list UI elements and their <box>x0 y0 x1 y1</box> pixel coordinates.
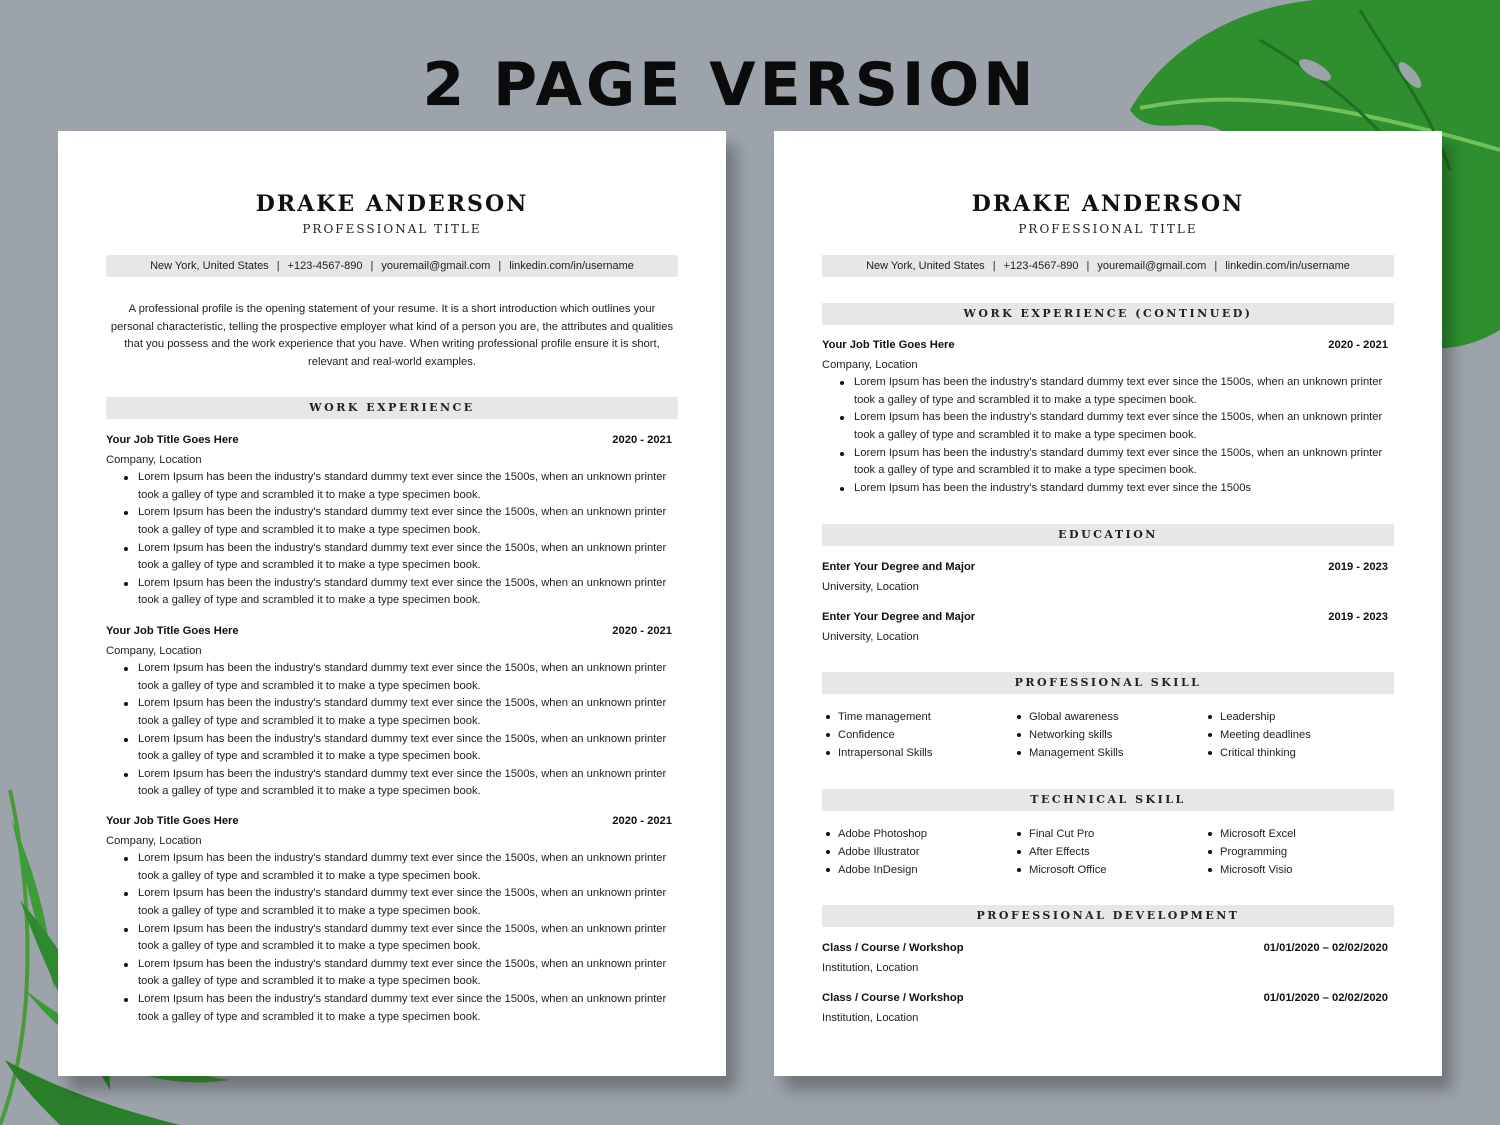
contact-bar: New York, United States | +123-4567-890 | youremail@gmail.com | linkedin.com/in/username <box>106 255 678 277</box>
job-bullets <box>106 660 672 801</box>
job-company: Company, Location <box>106 453 202 466</box>
contact-phone: +123-4567-890 <box>287 260 363 272</box>
job-bullets <box>822 374 1388 497</box>
job-bullet: Lorem Ipsum has been the industry's standard dummy text ever since the 1500s, when an unknown printer took a galley of type and scrambled it to make a type specimen book. <box>854 409 1388 444</box>
job-company: Company, Location <box>106 644 202 657</box>
job-title: Your Job Title Goes Here <box>822 339 955 351</box>
skill-column <box>1204 825 1394 879</box>
course-dates: 01/01/2020 – 02/02/2020 <box>1263 992 1388 1004</box>
contact-linkedin: linkedin.com/in/username <box>1225 260 1350 272</box>
skill-item: Microsoft Office <box>1029 861 1203 879</box>
skill-item: Global awareness <box>1029 708 1203 726</box>
professional-title: PROFESSIONAL TITLE <box>302 222 482 236</box>
section-header-work-experience: WORK EXPERIENCE <box>106 397 678 419</box>
education-entry <box>822 561 1388 596</box>
job-bullet: Lorem Ipsum has been the industry's standard dummy text ever since the 1500s, when an unknown printer took a galley of type and scrambled it to make a type specimen book. <box>138 540 672 575</box>
skill-column <box>822 825 1012 879</box>
education-dates: 2019 - 2023 <box>1328 561 1388 573</box>
skill-item: Confidence <box>838 726 1012 744</box>
job-bullet: Lorem Ipsum has been the industry's standard dummy text ever since the 1500s, when an unknown printer took a galley of type and scrambled it to make a type specimen book. <box>138 956 672 991</box>
skill-column <box>1013 825 1203 879</box>
course-title: Class / Course / Workshop <box>822 992 964 1004</box>
skill-item: Microsoft Excel <box>1220 825 1394 843</box>
job-bullets <box>106 469 672 610</box>
skill-item: Leadership <box>1220 708 1394 726</box>
degree-title: Enter Your Degree and Major <box>822 611 976 623</box>
skill-item: After Effects <box>1029 843 1203 861</box>
skill-item: Adobe Illustrator <box>838 843 1012 861</box>
contact-phone: +123-4567-890 <box>1003 260 1079 272</box>
skill-item: Critical thinking <box>1220 744 1394 762</box>
job-bullet: Lorem Ipsum has been the industry's standard dummy text ever since the 1500s, when an unknown printer took a galley of type and scrambled it to make a type specimen book. <box>138 469 672 504</box>
contact-email: youremail@gmail.com <box>1097 260 1207 272</box>
section-header-education: EDUCATION <box>822 524 1394 546</box>
contact-location: New York, United States <box>866 260 985 272</box>
skill-item: Intrapersonal Skills <box>838 744 1012 762</box>
resume-page-2 <box>774 131 1442 1076</box>
institution-location: Institution, Location <box>822 961 919 974</box>
job-dates: 2020 - 2021 <box>612 625 672 637</box>
job-entry <box>106 815 672 1026</box>
skill-column <box>1204 708 1394 762</box>
skill-item: Final Cut Pro <box>1029 825 1203 843</box>
job-bullet: Lorem Ipsum has been the industry's standard dummy text ever since the 1500s, when an unknown printer took a galley of type and scrambled it to make a type specimen book. <box>854 374 1388 409</box>
profile-summary: A professional profile is the opening statement of your resume. It is a short introduction which outlines your personal characteristic, telling the prospective employer what kind of a person you are, the attributes and qualities that you possess and the work experience that you have. When writing professional profile ensure it is short, relevant and real-world examples. <box>110 303 674 368</box>
section-header-professional-development: PROFESSIONAL DEVELOPMENT <box>822 905 1394 927</box>
banner-title: 2 PAGE VERSION <box>422 50 1038 120</box>
university-location: University, Location <box>822 630 919 643</box>
job-bullet: Lorem Ipsum has been the industry's standard dummy text ever since the 1500s, when an unknown printer took a galley of type and scrambled it to make a type specimen book. <box>138 921 672 956</box>
job-bullet: Lorem Ipsum has been the industry's standard dummy text ever since the 1500s, when an unknown printer took a galley of type and scrambled it to make a type specimen book. <box>138 695 672 730</box>
education-dates: 2019 - 2023 <box>1328 611 1388 623</box>
skill-item: Microsoft Visio <box>1220 861 1394 879</box>
job-title: Your Job Title Goes Here <box>106 815 239 827</box>
skill-item: Management Skills <box>1029 744 1203 762</box>
institution-location: Institution, Location <box>822 1011 919 1024</box>
candidate-name: DRAKE ANDERSON <box>255 191 529 217</box>
resume-page-1 <box>58 131 726 1076</box>
contact-bar: New York, United States | +123-4567-890 | youremail@gmail.com | linkedin.com/in/username <box>822 255 1394 277</box>
job-bullet: Lorem Ipsum has been the industry's standard dummy text ever since the 1500s, when an unknown printer took a galley of type and scrambled it to make a type specimen book. <box>138 885 672 920</box>
university-location: University, Location <box>822 580 919 593</box>
job-title: Your Job Title Goes Here <box>106 434 239 446</box>
contact-email: youremail@gmail.com <box>381 260 491 272</box>
candidate-name: DRAKE ANDERSON <box>971 191 1245 217</box>
contact-linkedin: linkedin.com/in/username <box>509 260 634 272</box>
contact-location: New York, United States <box>150 260 269 272</box>
section-header-technical-skill: TECHNICAL SKILL <box>822 789 1394 811</box>
job-dates: 2020 - 2021 <box>612 434 672 446</box>
job-bullet: Lorem Ipsum has been the industry's standard dummy text ever since the 1500s <box>854 480 1388 498</box>
job-bullets <box>106 850 672 1026</box>
job-entry <box>106 625 672 801</box>
job-bullet: Lorem Ipsum has been the industry's standard dummy text ever since the 1500s, when an unknown printer took a galley of type and scrambled it to make a type specimen book. <box>138 504 672 539</box>
professional-title: PROFESSIONAL TITLE <box>1018 222 1198 236</box>
job-bullet: Lorem Ipsum has been the industry's standard dummy text ever since the 1500s, when an unknown printer took a galley of type and scrambled it to make a type specimen book. <box>138 766 672 801</box>
job-dates: 2020 - 2021 <box>612 815 672 827</box>
skill-column <box>1013 708 1203 762</box>
education-entry <box>822 611 1388 646</box>
job-entry <box>822 339 1388 497</box>
skill-item: Networking skills <box>1029 726 1203 744</box>
skill-item: Adobe Photoshop <box>838 825 1012 843</box>
job-entry <box>106 434 672 610</box>
skill-item: Meeting deadlines <box>1220 726 1394 744</box>
job-title: Your Job Title Goes Here <box>106 625 239 637</box>
section-header-work-experience-continued: WORK EXPERIENCE (CONTINUED) <box>822 303 1394 325</box>
development-entry <box>822 942 1388 977</box>
skill-item: Adobe InDesign <box>838 861 1012 879</box>
job-bullet: Lorem Ipsum has been the industry's standard dummy text ever since the 1500s, when an unknown printer took a galley of type and scrambled it to make a type specimen book. <box>138 991 672 1026</box>
development-entry <box>822 992 1388 1027</box>
job-bullet: Lorem Ipsum has been the industry's standard dummy text ever since the 1500s, when an unknown printer took a galley of type and scrambled it to make a type specimen book. <box>138 575 672 610</box>
skill-column <box>822 708 1012 762</box>
skill-item: Programming <box>1220 843 1394 861</box>
job-bullet: Lorem Ipsum has been the industry's standard dummy text ever since the 1500s, when an unknown printer took a galley of type and scrambled it to make a type specimen book. <box>138 850 672 885</box>
job-bullet: Lorem Ipsum has been the industry's standard dummy text ever since the 1500s, when an unknown printer took a galley of type and scrambled it to make a type specimen book. <box>138 731 672 766</box>
job-company: Company, Location <box>822 358 918 371</box>
job-bullet: Lorem Ipsum has been the industry's standard dummy text ever since the 1500s, when an unknown printer took a galley of type and scrambled it to make a type specimen book. <box>138 660 672 695</box>
degree-title: Enter Your Degree and Major <box>822 561 976 573</box>
course-dates: 01/01/2020 – 02/02/2020 <box>1263 942 1388 954</box>
course-title: Class / Course / Workshop <box>822 942 964 954</box>
skill-item: Time management <box>838 708 1012 726</box>
section-header-professional-skill: PROFESSIONAL SKILL <box>822 672 1394 694</box>
job-bullet: Lorem Ipsum has been the industry's standard dummy text ever since the 1500s, when an unknown printer took a galley of type and scrambled it to make a type specimen book. <box>854 445 1388 480</box>
job-company: Company, Location <box>106 834 202 847</box>
job-dates: 2020 - 2021 <box>1328 339 1388 351</box>
